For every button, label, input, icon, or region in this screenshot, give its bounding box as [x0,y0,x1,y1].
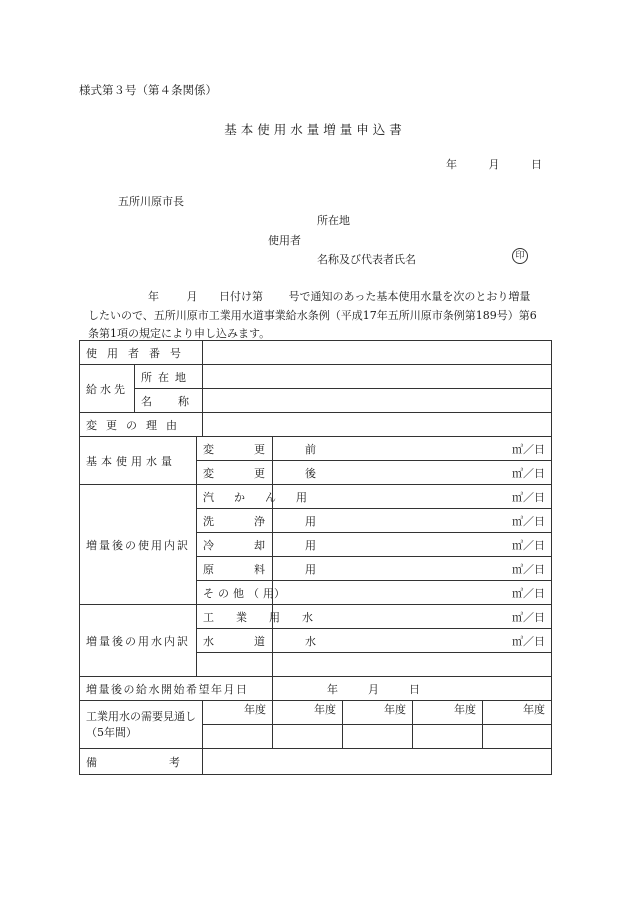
fy-3-cell [343,701,413,725]
cooling-label: 冷却用 [203,538,356,552]
supply-dest-text: 給水先 [86,382,128,396]
boiler-label: 汽かん用 [203,490,327,504]
fy-1-cell [203,701,273,725]
after-label-cell [197,461,356,485]
unit-other: ㎥／日 [512,586,546,600]
fy-3-value[interactable] [343,725,413,749]
after-label: 変更後 [203,466,356,480]
unit-boiler: ㎥／日 [512,490,546,504]
other-label-close: 用） [263,586,285,600]
unit-cooling: ㎥／日 [512,538,546,552]
remarks-label-cell [80,749,252,775]
other-field[interactable] [273,581,552,605]
applicant-name-label: 名称及び代表者氏名 [317,253,416,266]
before-label: 変更前 [203,442,356,456]
unit-industrial-water: ㎥／日 [512,610,546,624]
boiler-label-cell [197,485,327,509]
fy-2-label: 年度 [314,703,337,716]
tap-water-label: 水道水 [203,634,356,648]
application-table [79,340,552,775]
forecast-label: 工業用水の需要見通し（5年間） [86,709,196,739]
change-reason-label-cell [80,413,203,437]
location-label: 所在地 [141,370,192,384]
fy-2-cell [273,701,343,725]
unit-tap-water: ㎥／日 [512,634,546,648]
body-text-line-3: 条第1項の規定により申し込みます。 [88,327,271,340]
application-date [446,156,542,172]
water-breakdown-label-cell [80,605,197,677]
raw-material-label: 原料用 [203,562,356,576]
name-label-cell [135,389,215,413]
row-user-number-label [80,341,203,365]
fy-1-value[interactable] [203,725,273,749]
cooling-label-cell [197,533,356,557]
fy-5-label: 年度 [523,703,546,716]
start-date-label: 増量後の給水開始希望年月日 [86,682,249,696]
washing-label: 洗浄用 [203,514,356,528]
water-blank-label-cell [197,653,273,677]
water-blank-field[interactable] [273,653,552,677]
water-breakdown-label: 増量後の用水内訳 [86,634,190,648]
date-year: 年 [446,158,457,171]
usage-breakdown-label-cell [80,485,197,605]
applicant-location-label: 所在地 [317,214,350,227]
remarks-field[interactable] [203,749,552,775]
unit-before: ㎥／日 [512,442,546,456]
user-number-label: 使用者番号 [86,346,191,360]
washing-label-cell [197,509,356,533]
before-label-cell [197,437,356,461]
unit-after: ㎥／日 [512,466,546,480]
applicant-user-label: 使用者 [268,234,301,247]
form-number: 様式第３号（第４条関係） [79,83,217,97]
change-reason-label: 変更の理由 [86,418,186,432]
change-reason-field[interactable] [203,413,552,437]
date-month: 月 [488,158,500,171]
start-date-field[interactable] [273,677,552,701]
document-title: 基本使用水量増量申込書 [224,122,406,137]
start-date-label-cell [80,677,273,701]
start-day: 日 [409,682,421,696]
body-month: 月 [186,290,198,303]
fy-3-label: 年度 [384,703,407,716]
fy-1-label: 年度 [244,703,267,716]
other-label: その他（ [203,586,263,600]
body-text-line-1 [148,288,530,304]
fy-2-value[interactable] [273,725,343,749]
remarks-label: 備考 [86,755,252,769]
unit-washing: ㎥／日 [512,514,546,528]
unit-raw-material: ㎥／日 [512,562,546,576]
body-rest: 号で通知のあった基本使用水量を次のとおり増量 [288,290,531,303]
supply-dest-label [80,365,135,413]
other-label-cell [197,581,285,605]
location-field[interactable] [203,365,552,389]
seal-mark: 印 [512,248,528,264]
name-field[interactable] [203,389,552,413]
name-label: 名称 [141,394,215,408]
date-day: 日 [531,158,542,171]
base-volume-label-cell [80,437,197,485]
industrial-water-label: 工業用水 [203,610,335,624]
industrial-water-label-cell [197,605,335,629]
fy-4-label: 年度 [454,703,477,716]
forecast-label-cell [80,701,203,749]
tap-water-label-cell [197,629,356,653]
location-label-cell [135,365,203,389]
raw-material-label-cell [197,557,356,581]
fy-4-value[interactable] [413,725,483,749]
body-text-line-2: したいので、五所川原市工業用水道事業給水条例（平成17年五所川原市条例第189号）第6 [88,309,537,322]
base-volume-label: 基本使用水量 [86,454,176,468]
body-year: 年 [148,290,159,303]
usage-breakdown-label: 増量後の使用内訳 [86,538,190,552]
start-year: 年 [327,682,339,696]
fy-5-cell [483,701,552,725]
body-day-no: 日付け第 [219,290,263,303]
fy-5-value[interactable] [483,725,552,749]
fy-4-cell [413,701,483,725]
addressee: 五所川原市長 [118,195,184,208]
user-number-field[interactable] [203,341,552,365]
start-month: 月 [368,682,380,696]
